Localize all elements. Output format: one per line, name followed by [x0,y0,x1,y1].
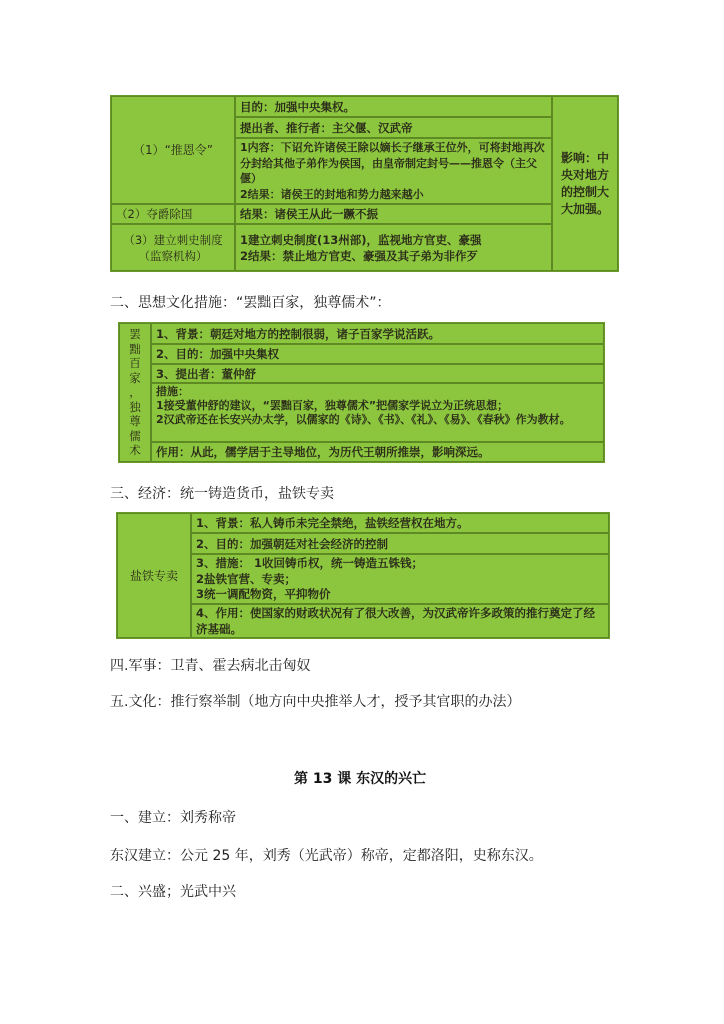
tuienling-content: 1内容：下诏允许诸侯王除以嫡长子继承王位外，可将封地再次分封给其他子弟作为侯国，由皇帝制定封号——推恩令（主父偃） 2结果：诸侯王的封地和势力越来越小 [235,138,552,204]
rushu-measures: 措施： 1接受董仲舒的建议，“罢黜百家，独尊儒术”把儒家学说立为正统思想； 2汉武帝还在长安兴办太学，以儒家的《诗》、《书》、《礼》、《易》、《春秋》作为教材。 [151,383,604,442]
cishi-content: 1建立刺史制度(13州部)，监视地方官吏、豪强 2结果：禁止地方官吏、豪强及其子弟为非作歹 [235,224,552,271]
rushu-purpose: 2、目的：加强中央集权 [151,344,604,364]
tuienling-label: （1）“推恩令” [111,96,235,204]
yantie-label: 盐铁专卖 [117,513,191,638]
section2-heading: 二、思想文化措施：“罢黜百家，独尊儒术”： [110,295,391,311]
tuienling-proposer: 提出者、推行者：主父偃、汉武帝 [235,117,552,138]
yantie-effect: 4、作用：使国家的财政状况有了很大改善，为汉武帝许多政策的推行奠定了经济基础。 [191,604,609,638]
duojue-label: （2）夺爵除国 [111,204,235,224]
table-yantie [116,512,610,639]
lesson-s2: 二、兴盛；光武中兴 [110,884,236,900]
tuienling-purpose: 目的：加强中央集权。 [235,96,552,117]
rushu-effect: 作用：从此，儒学居于主导地位，为历代王朝所推崇，影响深远。 [151,442,604,462]
rushu-proposer: 3、提出者：董仲舒 [151,364,604,383]
impact-cell: 影响：中央对地方的控制大大加强。 [552,96,618,271]
rushu-label: 罢 黜 百 家 ， 独 尊 儒 术 [119,323,151,462]
rushu-background: 1、背景：朝廷对地方的控制很弱，诸子百家学说活跃。 [151,323,604,344]
table-tuienling [110,95,619,272]
section3-heading: 三、经济：统一铸造货币，盐铁专卖 [110,486,334,502]
lesson-title: 第 13 课 东汉的兴亡 [294,771,427,787]
duojue-result: 结果：诸侯王从此一蹶不振 [235,204,552,224]
yantie-purpose: 2、目的：加强朝廷对社会经济的控制 [191,533,609,554]
table-rushu [118,322,605,463]
lesson-s1-text: 东汉建立：公元 25 年，刘秀（光武帝）称帝，定都洛阳，史称东汉。 [110,848,543,864]
yantie-measures: 3、措施： 1收回铸币权，统一铸造五铢钱； 2盐铁官营、专卖； 3统一调配物资，平抑物价 [191,554,609,604]
section4-heading: 四.军事：卫青、霍去病北击匈奴 [110,658,311,674]
lesson-s1: 一、建立：刘秀称帝 [110,810,236,826]
section5-heading: 五.文化：推行察举制（地方向中央推举人才，授予其官职的办法） [110,694,521,710]
cishi-label: （3）建立刺史制度 （监察机构） [111,224,235,271]
yantie-background: 1、背景：私人铸币未完全禁绝，盐铁经营权在地方。 [191,513,609,533]
